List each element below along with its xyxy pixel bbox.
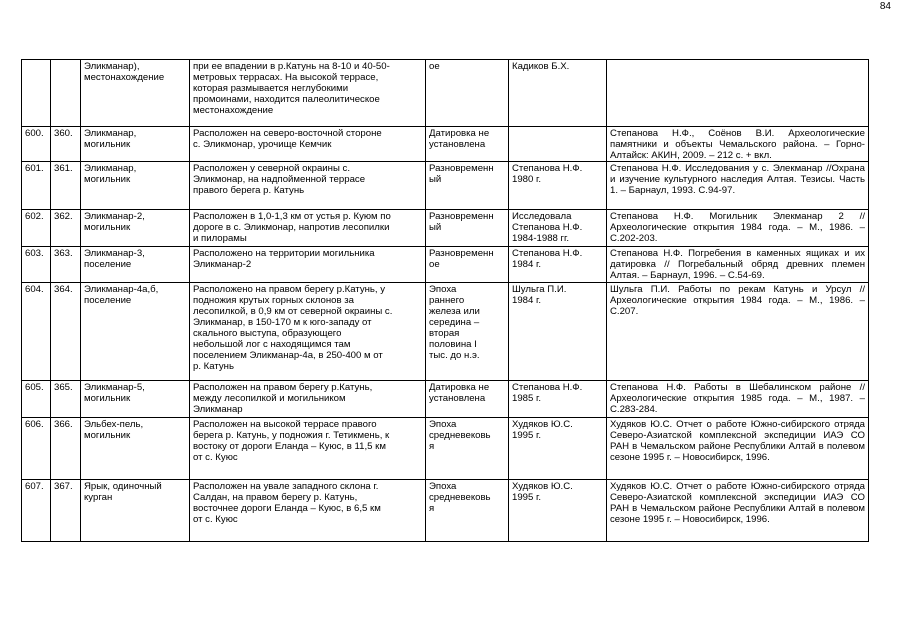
monument-name-cell: Эликманар), местонахождение <box>81 60 190 127</box>
bibliography-cell: Худяков Ю.С. Отчет о работе Южно-сибирского отряда Северо-Азиатской комплексной экспедиции ИАЭ СО РАН в Чемальском районе Республики Алтай в полевом сезоне 1995 г. – Новосибирск, 1996. <box>607 417 869 479</box>
dating-cell: Эпоха средневековь я <box>426 479 509 541</box>
location-description-cell: Расположено на правом берегу р.Катунь, у подножия крутых горных склонов за лесопилкой, в 0,9 км от северной окраины с. Эликманар, в 150-170 м к юго-западу от скального выступа, образующего небольшой лог с находящимся там поселением Эликманар-4а, в 250-400 м от р. Катунь <box>190 282 426 380</box>
researcher-cell <box>509 127 607 162</box>
monument-name-cell: Эльбех-пель, могильник <box>81 417 190 479</box>
row-number-cell <box>22 60 51 127</box>
bibliography-cell: Степанова Н.Ф., Соёнов В.И. Археологические памятники и объекты Чемальского района. – Горно-Алтайск: АКИН, 2009. – 212 с. + вкл. <box>607 127 869 162</box>
monument-name-cell: Эликманар-3, поселение <box>81 247 190 282</box>
researcher-cell: Исследовала Степанова Н.Ф. 1984-1988 гг. <box>509 210 607 247</box>
table-row <box>22 162 869 210</box>
table-row <box>22 247 869 282</box>
dating-cell: Эпоха раннего железа или середина – вторая половина I тыс. до н.э. <box>426 282 509 380</box>
location-description-cell: Расположен на северо-восточной стороне с. Эликмонар, урочище Кемчик <box>190 127 426 162</box>
researcher-cell: Кадиков Б.Х. <box>509 60 607 127</box>
researcher-cell: Худяков Ю.С. 1995 г. <box>509 417 607 479</box>
bibliography-cell: Степанова Н.Ф. Могильник Элекманар 2 // Археологические открытия 1984 года. – М., 1986. – С.202-203. <box>607 210 869 247</box>
dating-cell: Разновременн ое <box>426 247 509 282</box>
sub-number-cell: 362. <box>51 210 81 247</box>
sub-number-cell: 363. <box>51 247 81 282</box>
monument-name-cell: Эликманар-5, могильник <box>81 380 190 417</box>
table-row <box>22 479 869 541</box>
row-number-cell: 602. <box>22 210 51 247</box>
dating-cell: Датировка не установлена <box>426 380 509 417</box>
monument-name-cell: Эликманар, могильник <box>81 162 190 210</box>
researcher-cell: Степанова Н.Ф. 1984 г. <box>509 247 607 282</box>
table-row <box>22 60 869 127</box>
bibliography-cell: Степанова Н.Ф. Работы в Шебалинском районе //Археологические открытия 1985 года. – М., 1987. – С.283-284. <box>607 380 869 417</box>
row-number-cell: 604. <box>22 282 51 380</box>
monument-name-cell: Ярык, одиночный курган <box>81 479 190 541</box>
row-number-cell: 601. <box>22 162 51 210</box>
researcher-cell: Степанова Н.Ф. 1985 г. <box>509 380 607 417</box>
sub-number-cell: 367. <box>51 479 81 541</box>
location-description-cell: при ее впадении в р.Катунь на 8-10 и 40-50- метровых террасах. На высокой террасе, которая размывается неглубокими промоинами, находится палеолитическое местонахождение <box>190 60 426 127</box>
table-row <box>22 210 869 247</box>
row-number-cell: 600. <box>22 127 51 162</box>
dating-cell: Эпоха средневековь я <box>426 417 509 479</box>
bibliography-cell: Степанова Н.Ф. Погребения в каменных ящиках и их датировка // Погребальный обряд древних племен Алтая. – Барнаул, 1996. – С.54-69. <box>607 247 869 282</box>
bibliography-cell: Степанова Н.Ф. Исследования у с. Элекманар //Охрана и изучение культурного наследия Алтая. Тезисы. Часть 1. – Барнаул, 1993. С.94-97. <box>607 162 869 210</box>
location-description-cell: Расположен на высокой террасе правого берега р. Катунь, у подножия г. Тетикмень, к востоку от дороги Еланда – Куюс, в 11,5 км от с. Куюс <box>190 417 426 479</box>
location-description-cell: Расположено на территории могильника Эликманар-2 <box>190 247 426 282</box>
row-number-cell: 603. <box>22 247 51 282</box>
sub-number-cell <box>51 60 81 127</box>
dating-cell: Разновременн ый <box>426 210 509 247</box>
table-row <box>22 282 869 380</box>
researcher-cell: Шульга П.И. 1984 г. <box>509 282 607 380</box>
dating-cell: ое <box>426 60 509 127</box>
row-number-cell: 607. <box>22 479 51 541</box>
page-number: 84 <box>879 1 891 12</box>
table-body <box>22 60 869 542</box>
row-number-cell: 606. <box>22 417 51 479</box>
bibliography-cell <box>607 60 869 127</box>
sub-number-cell: 364. <box>51 282 81 380</box>
location-description-cell: Расположен у северной окраины с. Эликмонар, на надпойменной террасе правого берега р. Катунь <box>190 162 426 210</box>
sub-number-cell: 365. <box>51 380 81 417</box>
row-number-cell: 605. <box>22 380 51 417</box>
table-row <box>22 380 869 417</box>
sub-number-cell: 360. <box>51 127 81 162</box>
monument-name-cell: Эликманар-2, могильник <box>81 210 190 247</box>
bibliography-cell: Худяков Ю.С. Отчет о работе Южно-сибирского отряда Северо-Азиатской комплексной экспедиции ИАЭ СО РАН в Чемальском районе Республики Алтай в полевом сезоне 1995 г. – Новосибирск, 1996. <box>607 479 869 541</box>
location-description-cell: Расположен в 1,0-1,3 км от устья р. Куюм по дороге в с. Эликмонар, напротив лесопилки и пилорамы <box>190 210 426 247</box>
table-row <box>22 127 869 162</box>
monument-name-cell: Эликманар, могильник <box>81 127 190 162</box>
location-description-cell: Расположен на правом берегу р.Катунь, между лесопилкой и могильником Эликманар <box>190 380 426 417</box>
sub-number-cell: 366. <box>51 417 81 479</box>
researcher-cell: Степанова Н.Ф. 1980 г. <box>509 162 607 210</box>
location-description-cell: Расположен на увале западного склона г. Салдан, на правом берегу р. Катунь, восточнее дороги Еланда – Куюс, в 6,5 км от с. Куюс <box>190 479 426 541</box>
bibliography-cell: Шульга П.И. Работы по рекам Катунь и Урсул //Археологические открытия 1984 года. – М., 1986. – С.207. <box>607 282 869 380</box>
dating-cell: Датировка не установлена <box>426 127 509 162</box>
sub-number-cell: 361. <box>51 162 81 210</box>
monuments-table <box>21 59 869 542</box>
table-row <box>22 417 869 479</box>
monument-name-cell: Эликманар-4а,б, поселение <box>81 282 190 380</box>
dating-cell: Разновременн ый <box>426 162 509 210</box>
researcher-cell: Худяков Ю.С. 1995 г. <box>509 479 607 541</box>
